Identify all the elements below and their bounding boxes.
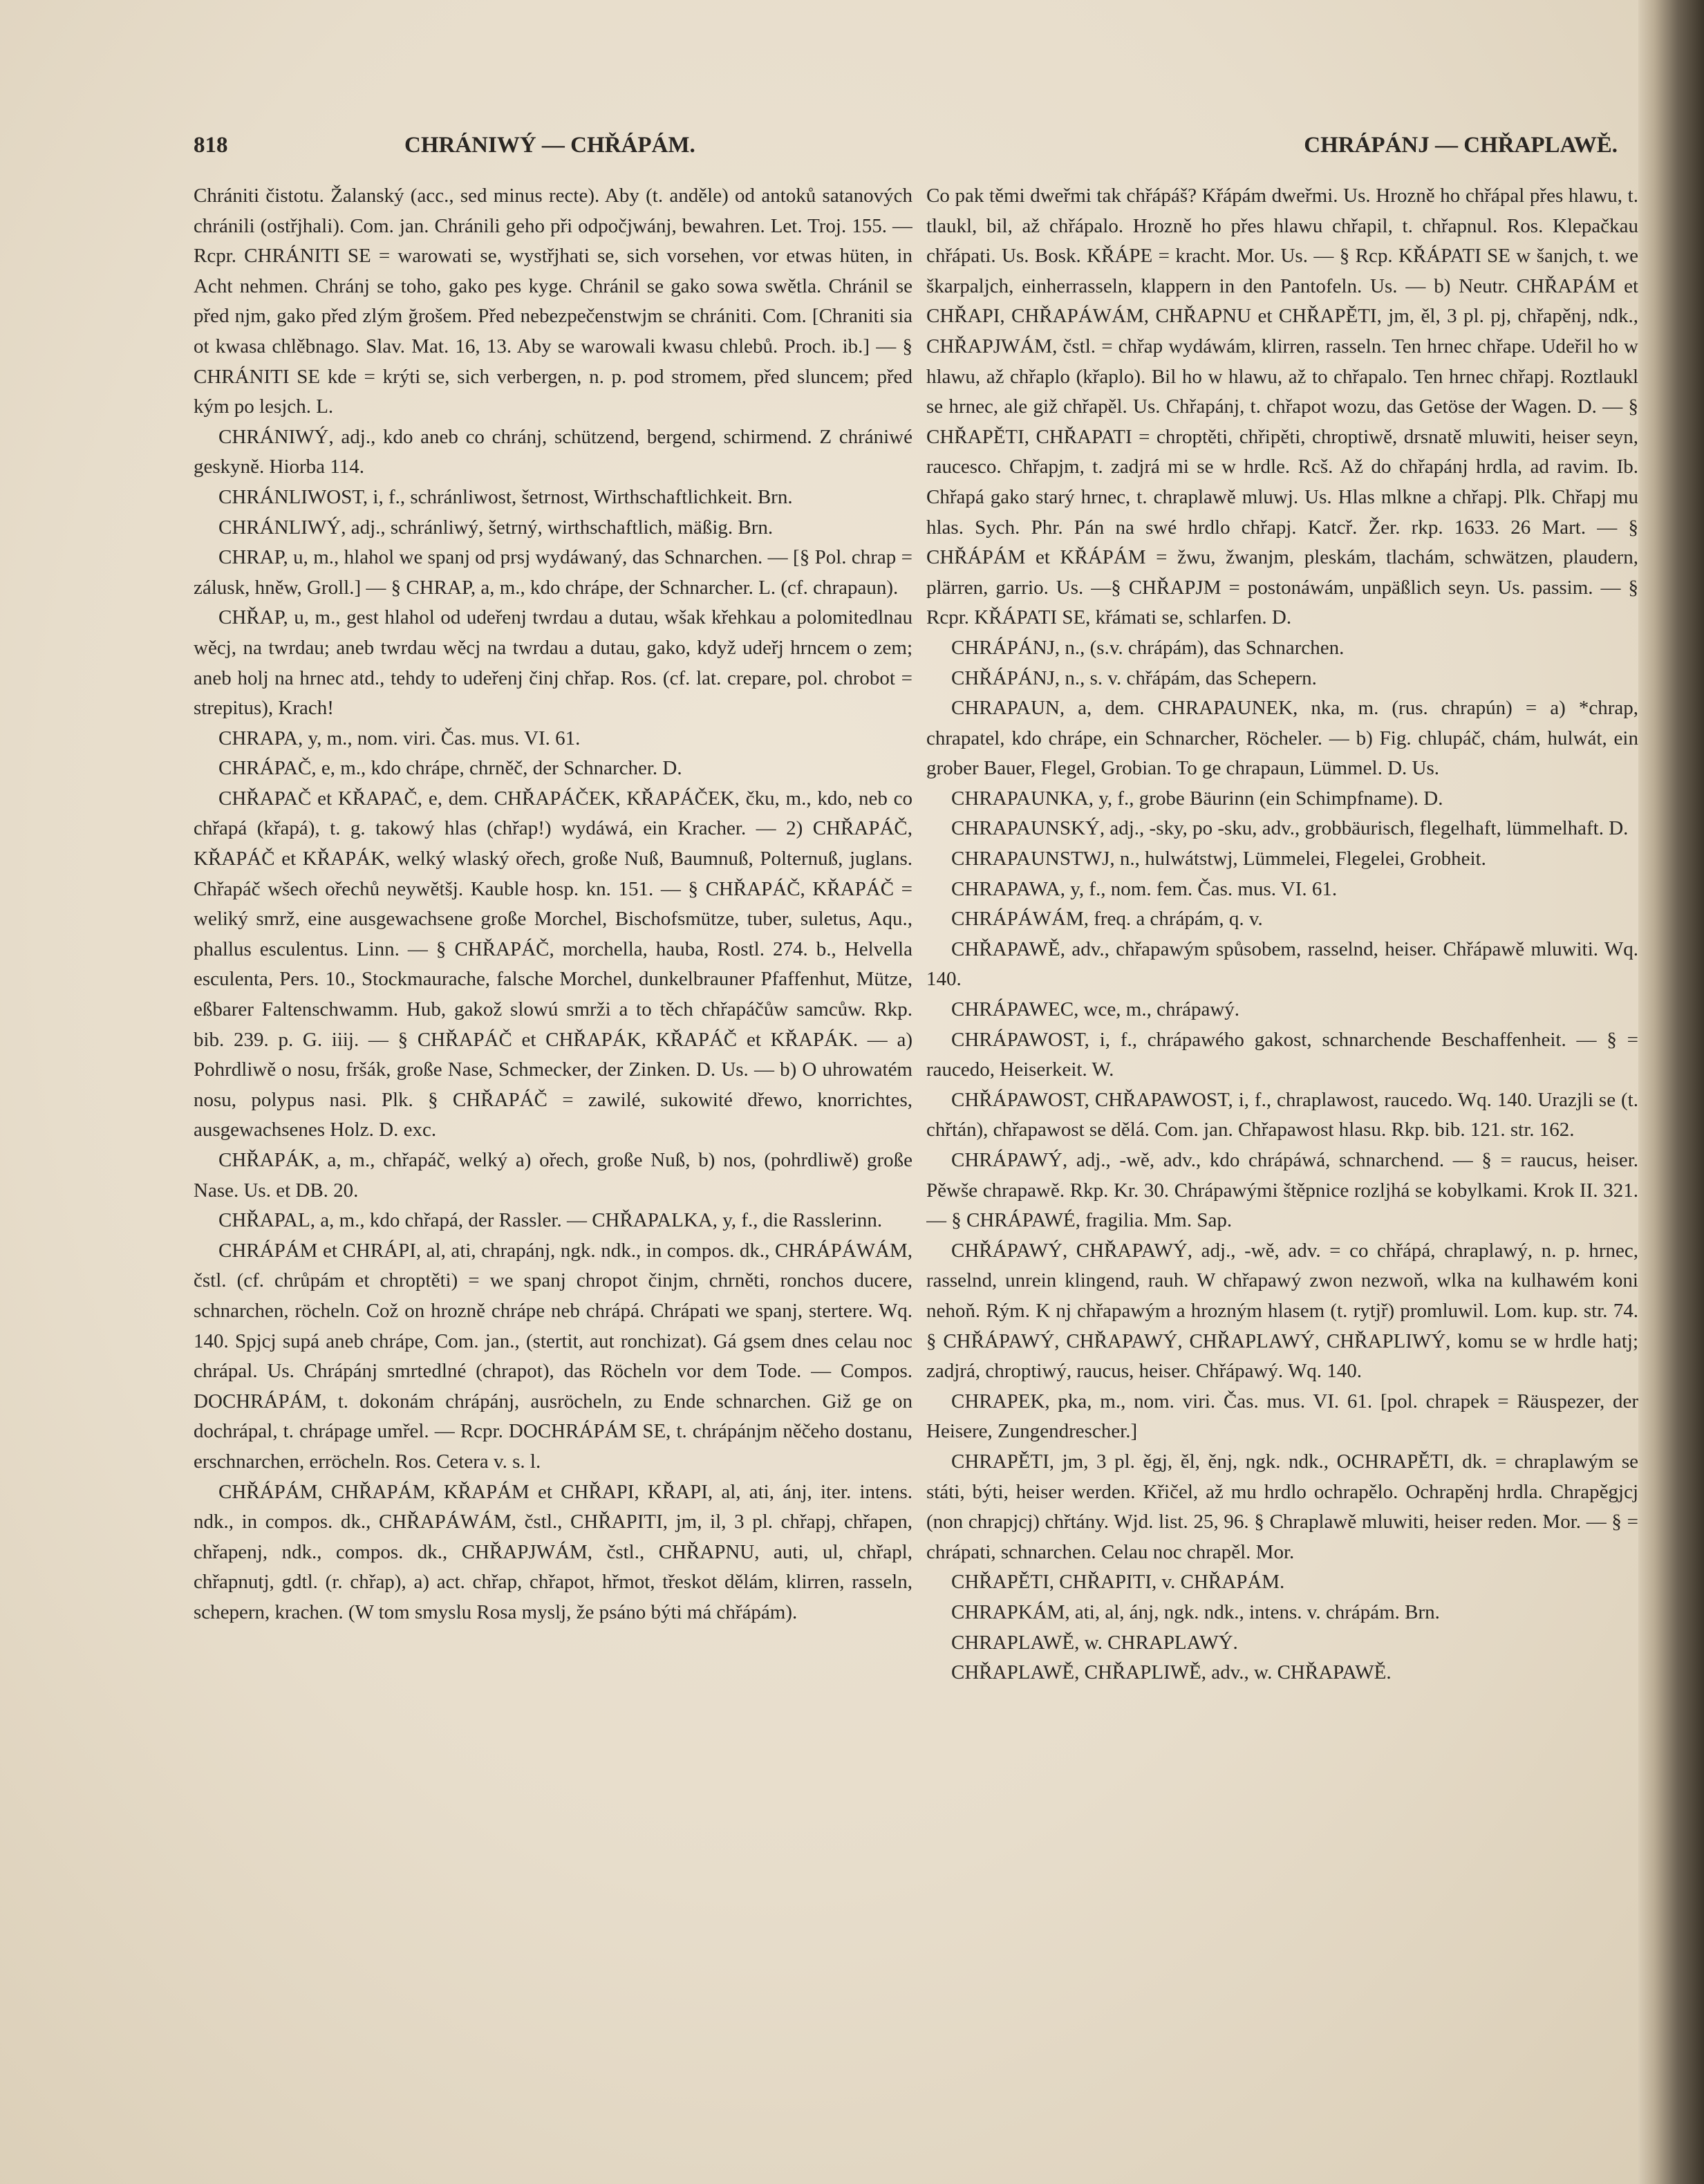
dictionary-entry: CHRÁNIWÝ, adj., kdo aneb co chránj, schützend, bergend, schirmend. Z chrániwé geskyně. Hiorba 114. [194, 425, 912, 478]
dictionary-entry: CHRÁPAWOST, i, f., chrápawého gakost, schnarchende Beschaffenheit. — § = raucedo, Heiserkeit. W. [926, 1028, 1638, 1081]
dictionary-entry: CHRAPĚTI, jm, 3 pl. ěgj, ěl, ěnj, ngk. ndk., OCHRAPĚTI, dk. = chraplawým se státi, býti, heiser werden. Křičel, až mu hrdlo ochrapělo. Ochrapěnj hrdla. Chrapěgjcj (non chrapjcj) chřtány. Wjd. list. 25, 96. § Chraplawě mluwiti, heiser reden. Mor. — § = chrápati, schnarchen. Celau noc chrapěl. Mor. [926, 1450, 1638, 1563]
dictionary-entry: CHRAPAUNKA, y, f., grobe Bäurinn (ein Schimpfname). D. [951, 787, 1443, 810]
dictionary-entry: CHRAPA, y, m., nom. viri. Čas. mus. VI. 61. [218, 727, 581, 749]
dictionary-entry: CHŘÁPÁM, CHŘAPÁM, KŘAPÁM et CHŘAPI, KŘAPI, al, ati, ánj, iter. intens. ndk., in compos. dk., CHŘAPÁWÁM, čstl., CHŘAPITI, jm, il, 3 pl. chřapj, chřapen, chřapenj, ndk., compos. dk., CHŘAPJWÁM, čstl., CHŘAPNU, auti, ul, chřapl, chřapnutj, gdtl. (r. chřap), a) act. chřap, chřapot, hřmot, třeskot dělám, klirren, rasseln, schepern, krachen. (W tom smyslu Rosa myslj, že psáno býti má chřápám). [194, 1480, 912, 1623]
dictionary-entry: CHRAPAUNSTWJ, n., hulwátstwj, Lümmelei, Flegelei, Grobheit. [951, 848, 1486, 870]
right-column [926, 181, 1638, 2158]
dictionary-entry: CHŘÁPÁNJ, n., s. v. chřápám, das Schepern. [951, 666, 1317, 689]
dictionary-entry: CHŘAPĚTI, CHŘAPITI, v. CHŘAPÁM. [951, 1571, 1285, 1594]
dictionary-entry: CHŘAPAL, a, m., kdo chřapá, der Rassler. — CHŘAPALKA, y, f., die Rasslerinn. [218, 1209, 883, 1232]
head-right: CHRÁPÁNJ — CHŘAPLAWĚ. [1304, 133, 1618, 158]
dictionary-entry: CHRÁPÁNJ, n., (s.v. chrápám), das Schnarchen. [951, 636, 1345, 659]
dictionary-entry: CHŘAPAWĚ, adv., chřapawým spůsobem, rasselnd, heiser. Chřápawě mluwiti. Wq. 140. [926, 937, 1638, 991]
dictionary-entry: CHRAPLAWĚ, w. CHRAPLAWÝ. [951, 1631, 1238, 1654]
dictionary-entry: CHRÁPÁWÁM, freq. a chrápám, q. v. [951, 908, 1263, 931]
dictionary-entry: CHRAPAUNSKÝ, adj., -sky, po -sku, adv., grobbäurisch, flegelhaft, lümmelhaft. D. [951, 817, 1629, 840]
dictionary-entry: CHRAP, u, m., hlahol we spanj od prsj wydáwaný, das Schnarchen. — [§ Pol. chrap = zálusk, hněw, Groll.] — § CHRAP, a, m., kdo chrápe, der Schnarcher. L. (cf. chrapaun). [194, 546, 912, 599]
dictionary-entry: CHRÁPÁM et CHRÁPI, al, ati, chrapánj, ngk. ndk., in compos. dk., CHRÁPÁWÁM, čstl. (cf. chrůpám et chroptěti) = we spanj chropot činjm, chrněti, ronchos ducere, schnarchen, röcheln. Což on hrozně chrápe neb chrápá. Chrápati we spanj, stertere. Wq. 140. Spjcj supá aneb chrápe, Com. jan., (stertit, aut ronchizat). Gá gsem dnes celau noc chrápal. Us. Chrápánj smrtedlné (chrapot), das Röcheln vor dem Tode. — Compos. DOCHRÁPÁM, t. dokonám chrápánj, ausröcheln, zu Ende schnarchen. Giž ge on dochrápal, t. chrápage umřel. — Rcpr. DOCHRÁPÁM SE, t. chrápánjm něčeho dostanu, erschnarchen, erröcheln. Ros. Cetera v. s. l. [194, 1239, 912, 1473]
dictionary-entry: Co pak těmi dweřmi tak chřápáš? Křápám dweřmi. Us. Hrozně ho chřápal přes hlawu, t. tlaukl, bil, až chřápalo. Hrozně ho přes hlawu chřapil, t. chřapnul. Ros. Klepačkau chřápati. Us. Bosk. KŘÁPE = kracht. Mor. Us. — § Rcp. KŘÁPATI SE w šanjch, t. we škarpaljch, einherrasseln, klappern in den Pantofeln. Us. — b) Neutr. CHŘAPÁM et CHŘAPI, CHŘAPÁWÁM, CHŘAPNU et CHŘAPĚTI, jm, ěl, 3 pl. pj, chřapěnj, ndk., CHŘAPJWÁM, čstl. = chřap wydáwám, klirren, rasseln. Ten hrnec chřape. Udeřil ho w hlawu, až chřaplo (křaplo). Bil ho w hlawu, až to chřapalo. Ten hrnec chřapj. Roztlaukl se hrnec, ale giž chřapěl. Us. Chřapánj, t. chřapot wozu, das Getöse der Wagen. D. — § CHŘAPĚTI, CHŘAPATI = chroptěti, chřipěti, chroptiwě, drsnatě mluwiti, heiser seyn, raucesco. Chřapjm, t. zadjrá mi se w hrdle. Rcš. Až do chřapánj hrdla, ad ravim. Ib. Chřapá gako starý hrnec, t. chraplawě mluwj. Us. Hlas mlkne a chřapj. Plk. Chřapj mu hlas. Sych. Phr. Pán na swé hrdlo chřapj. Katcř. Žer. rkp. 1633. 26 Mart. — § CHŘÁPÁM et KŘÁPÁM = žwu, žwanjm, pleskám, tlachám, schwätzen, plaudern, plärren, garrio. Us. —§ CHŘAPJM = postonáwám, unpäßlich seyn. Us. passim. — § Rcpr. KŘÁPATI SE, křámati se, schlarfen. D. [926, 185, 1638, 629]
dictionary-entry: CHRÁPAWÝ, adj., -wě, adv., kdo chrápáwá, schnarchend. — § = raucus, heiser. Pěwše chrapawě. Rkp. Kr. 30. Chrápawými štěpnice rozljhá se kobylkami. Krok II. 321. — § CHRÁPAWÉ, fragilia. Mm. Sap. [926, 1149, 1638, 1232]
dictionary-entry: CHŘAPAČ et KŘAPAČ, e, dem. CHŘAPÁČEK, KŘAPÁČEK, čku, m., kdo, neb co chřapá (křapá), t. g. takowý hlas (chřap!) wydáwá, ein Kracher. — 2) CHŘAPÁČ, KŘAPÁČ et KŘAPÁK, welký wlaský ořech, große Nuß, Baumnuß, Polternuß, juglans. Chřapáč wšech ořechů neywětšj. Kauble hosp. kn. 151. — § CHŘAPÁČ, KŘAPÁČ = weliký smrž, eine ausgewachsene große Morchel, Bischofsmütze, tuber, suletus, Aqu., phallus esculentus. Linn. — § CHŘAPÁČ, morchella, hauba, Rostl. 274. b., Helvella esculenta, Pers. 10., Stockmaurache, falsche Morchel, dunkelbrauner Pfaffenhut, Mütze, eßbarer Faltenschwamm. Hub, gakož slowú smrži a to těch chřapáčůw samcůw. Rkp. bib. 239. p. G. iiij. — § CHŘAPÁČ et CHŘAPÁK, KŘAPÁČ et KŘAPÁK. — a) Pohrdliwě o nosu, fršák, große Nase, Schmecker, der Zinken. D. Us. — b) O uhrowatém nosu, polypus nasi. Plk. § CHŘAPÁČ = zawilé, sukowité dřewo, knorrichtes, ausgewachsenes Holz. D. exc. [194, 787, 912, 1141]
dictionary-entry: CHRAPEK, pka, m., nom. viri. Čas. mus. VI. 61. [pol. chrapek = Räuspezer, der Heisere, Zungendrescher.] [926, 1390, 1638, 1443]
dictionary-entry: CHŘÁPAWOST, CHŘAPAWOST, i, f., chraplawost, raucedo. Wq. 140. Urazjli se (t. chřtán), chřapawost se dělá. Com. jan. Chřapawost hlasu. Rkp. bib. 121. str. 162. [926, 1088, 1638, 1141]
dictionary-entry: CHRAPAWA, y, f., nom. fem. Čas. mus. VI. 61. [951, 877, 1338, 900]
dictionary-entry: Chrániti čistotu. Žalanský (acc., sed minus recte). Aby (t. anděle) od antoků satanových chránili (ostřjhali). Com. jan. Chránili geho při odpočjwánj, bewahren. Let. Troj. 155. — Rcpr. CHRÁNITI SE = warowati se, wystřjhati se, sich vorsehen, vor etwas hüten, in Acht nehmen. Chránj se toho, gako pes kyge. Chránil se gako sowa swětla. Chránil se před njm, gako před zlým ğrošem. Před nebezpečenstwjm se chrániti. Com. [Chraniti sia ot kwasa chlěbnago. Slav. Mat. 16, 13. Aby se warowali kwasu chlebů. Proch. ib.] — § CHRÁNITI SE kde = krýti se, sich verbergen, n. p. pod stromem, před sluncem; před kým po lesjch. L. [194, 185, 912, 418]
running-head [194, 133, 1631, 167]
dictionary-entry: CHŘAPLAWĚ, CHŘAPLIWĚ, adv., w. CHŘAPAWĚ. [951, 1661, 1392, 1684]
left-column [194, 181, 912, 2158]
head-left: CHRÁNIWÝ — CHŘÁPÁM. [404, 133, 695, 158]
dictionary-entry: CHRÁPAČ, e, m., kdo chrápe, chrněč, der Schnarcher. D. [218, 757, 682, 780]
dictionary-entry: CHŘAP, u, m., gest hlahol od udeřenj twrdau a dutau, wšak křehkau a polomitedlnau wěcj, na twrdau; aneb twrdau wěcj na twrdau a dutau, gako, když udeřj hrncem o zem; aneb holj na hrnec atd., tehdy to udeřenj činj chřap. Ros. (cf. lat. crepare, pol. chrobot = strepitus), Krach! [194, 606, 912, 720]
dictionary-entry: CHŘAPÁK, a, m., chřapáč, welký a) ořech, große Nuß, b) nos, (pohrdliwě) große Nase. Us. et DB. 20. [194, 1149, 912, 1202]
dictionary-entry: CHRAPAUN, a, dem. CHRAPAUNEK, nka, m. (rus. chrapún) = a) *chrap, chrapatel, kdo chrápe, ein Schnarcher, Röcheler. — b) Fig. chlupáč, chám, hulwát, ein grober Bauer, Flegel, Grobian. To ge chrapaun, Lümmel. D. Us. [926, 697, 1638, 780]
dictionary-entry: CHRAPKÁM, ati, al, ánj, ngk. ndk., intens. v. chrápám. Brn. [951, 1600, 1440, 1623]
page-binding-edge [1638, 0, 1704, 2184]
dictionary-entry: CHRÁNLIWOST, i, f., schránliwost, šetrnost, Wirthschaftlichkeit. Brn. [218, 485, 793, 508]
dictionary-entry: CHŘÁPAWÝ, CHŘAPAWÝ, adj., -wě, adv. = co chřápá, chraplawý, n. p. hrnec, rasselnd, unrein klingend, rauh. W chřapawý zwon nezwoň, wlka na kulhawém koni nehoň. Rým. K nj chřapawým a hrozným hlasem (t. rytjř) promluwil. Lom. kup. str. 74. § CHŘÁPAWÝ, CHŘAPAWÝ, CHŘAPLAWÝ, CHŘAPLIWÝ, komu se w hrdle hatj; zadjrá, chroptiwý, raucus, heiser. Chřápawý. Wq. 140. [926, 1239, 1638, 1383]
page-number: 818 [194, 133, 228, 158]
dictionary-entry: CHRÁNLIWÝ, adj., schránliwý, šetrný, wirthschaftlich, mäßig. Brn. [218, 516, 774, 539]
dictionary-entry: CHRÁPAWEC, wce, m., chrápawý. [951, 998, 1240, 1021]
